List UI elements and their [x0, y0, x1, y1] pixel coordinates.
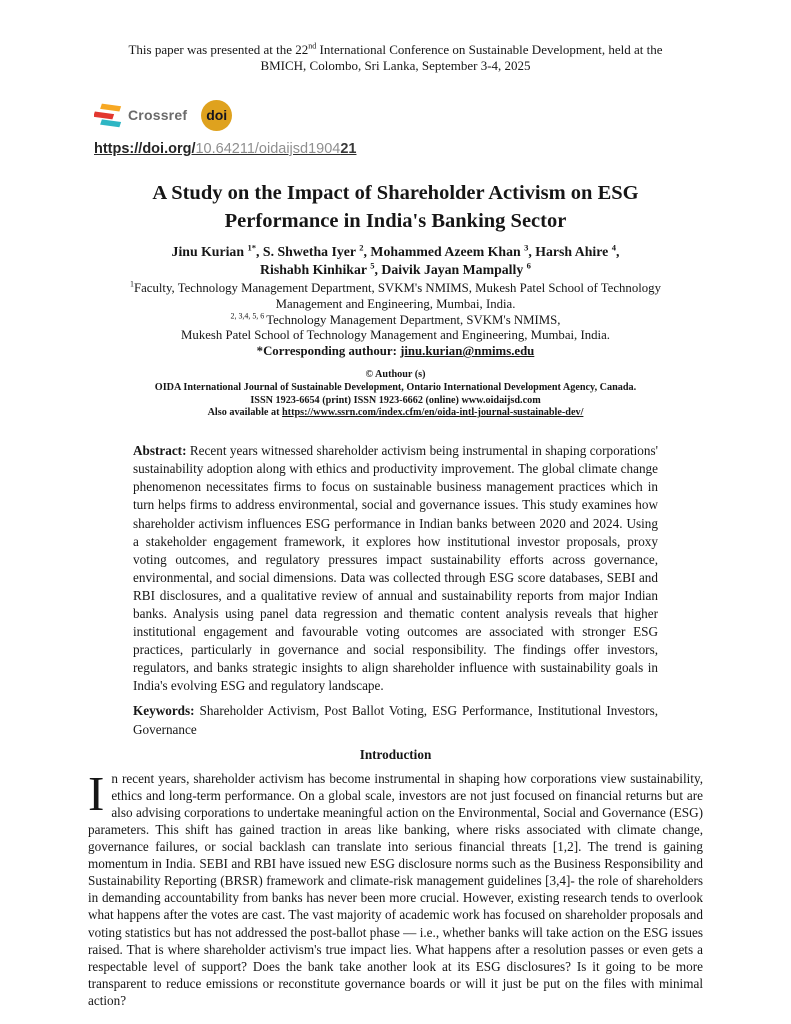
keywords-text: Shareholder Activism, Post Ballot Voting, ESG Performance, Institutional Investors, Governance [133, 703, 659, 737]
journal-line: OIDA International Journal of Sustainable Development, Ontario International Development Agency, Canada. [154, 381, 637, 393]
ssrn-line [88, 407, 703, 420]
badges-row [94, 98, 703, 132]
copyright-author-line: © Authour (s) [365, 368, 426, 380]
corresponding-email-link[interactable]: jinu.kurian@nmims.edu [400, 344, 535, 359]
abstract-text: Recent years witnessed shareholder activism being instrumental in shaping corporations' sustainability adoption along with ethics and productivity improvement. The global climate change phenomenon necessitates firms to focus on sustainable business management practices which in turn helps firms to address environmental, social and governance issues. This study examines how shareholder activism influences ESG performance in Indian banks between 2020 and 2024. Using a stakeholder engagement framework, it explores how institutional investor proposals, proxy voting outcomes, and regulatory pressures impact sustainability efforts across governance, environmental, and social dimensions. Data was collected through ESG score databases, SEBI and RBI disclosures, and a qualitative review of annual and sustainability reports from major Indian banks. Analysis using panel data regression and thematic content analysis reveals that higher institutional engagement and favourable voting outcomes are associated with stronger ESG practices, particularly in governance and social responsibility. The findings offer investors, regulators, and banks strategic insights to align shareholder influence with sustainability goals in India's evolving ESG and regulatory landscape. [133, 443, 659, 694]
doi-link-suffix: 10.64211/oidaijsd1904 [195, 141, 341, 157]
introduction-heading: Introduction [359, 746, 432, 762]
drop-cap: I [88, 765, 105, 821]
introduction-text: n recent years, shareholder activism has become instrumental in shaping how corporations view sustainability, ethics and long-term performance. On a global scale, investors are not just focused on financial returns but are also advising corporations to undertake meaningful action on the Environmental, Social and Governance (ESG) parameters. This shift has gained traction in areas like banking, where risks associated with climate change, governance failures, or social backlash can translate into serious financial threats [1,2]. The trend is gaining momentum in India. SEBI and RBI have issued new ESG disclosure norms such as the Business Responsibility and Sustainability Reporting (BRSR) framework and climate-risk management guidelines [3,4]- the role of shareholders in demanding accountability from banks has never been more crucial. However, existing research tends to overlook what happens after the votes are cast. The vast majority of academic work has focused on shareholder proposals and voting statistics but has not addressed the post-ballot phase — i.e., whether banks will take action on the ESG issues raised. That is where shareholder activism's true impact lies. What happens after a resolution passes or even gets a respectable level of support? Does the bank take another look at its ESG disclosures? Is it going to be more transparent to reduce emissions or reconstitute governance boards or will it just be put on the files with minimal action? [88, 770, 703, 1008]
paper-title-line2: Performance in India's Banking Sector [224, 210, 567, 232]
corresponding-author-line [88, 344, 703, 360]
conference-note-line2: BMICH, Colombo, Sri Lanka, September 3-4, 2025 [260, 58, 531, 73]
doi-badge-icon: doi [201, 100, 232, 131]
abstract-label: Abstract: [133, 443, 187, 459]
conference-note-line1: This paper was presented at the 22nd International Conference on Sustainable Development, held at the [128, 41, 663, 57]
conference-note [100, 42, 690, 74]
crossref-logo [94, 101, 187, 129]
copyright-block [88, 369, 703, 420]
authors-line2: Rishabh Kinhikar $^5$, Daivik Jayan Mampally $^6$ [260, 259, 531, 277]
affiliation-line4: Mukesh Patel School of Technology Management and Engineering, Mumbai, India. [181, 328, 610, 343]
doi-link-row [94, 141, 703, 157]
corresponding-label: *Corresponding authour: [256, 344, 401, 359]
doi-link-suffix-end: 21 [340, 141, 357, 157]
keywords-label: Keywords: [133, 703, 195, 719]
paper-title-line1: A Study on the Impact of Shareholder Activism on ESG [152, 182, 639, 204]
crossref-wordmark: Crossref [128, 107, 188, 123]
affiliation-line3: $^{2, 3,4, 5, 6}$ Technology Management Department, SVKM's NMIMS, [230, 311, 561, 327]
affiliation-line1: $^1$Faculty, Technology Management Department, SVKM's NMIMS, Mukesh Patel School of Technology [130, 279, 661, 295]
abstract-paragraph [133, 442, 658, 695]
doi-link-prefix: https://doi.org/ [94, 141, 196, 157]
keywords-paragraph [133, 702, 658, 738]
paper-title [88, 179, 703, 235]
introduction-paragraph [88, 765, 703, 1009]
ssrn-link[interactable]: https://www.ssrn.com/index.cfm/en/oida-intl-journal-sustainable-dev/ [282, 407, 584, 419]
issn-line: ISSN 1923-6654 (print) ISSN 1923-6662 (online) www.oidaijsd.com [250, 394, 541, 406]
ssrn-line-prefix: Also available at [207, 407, 283, 419]
affiliations-block [88, 281, 703, 360]
doi-link[interactable] [94, 141, 356, 157]
authors-block [88, 243, 703, 278]
affiliation-line2: Management and Engineering, Mumbai, India. [275, 296, 516, 311]
authors-line1: Jinu Kurian $^{1*}$, S. Shwetha Iyer $^2$, Mohammed Azeem Khan $^3$, Harsh Ahire $^4$, [171, 242, 620, 259]
crossref-icon [94, 101, 122, 129]
